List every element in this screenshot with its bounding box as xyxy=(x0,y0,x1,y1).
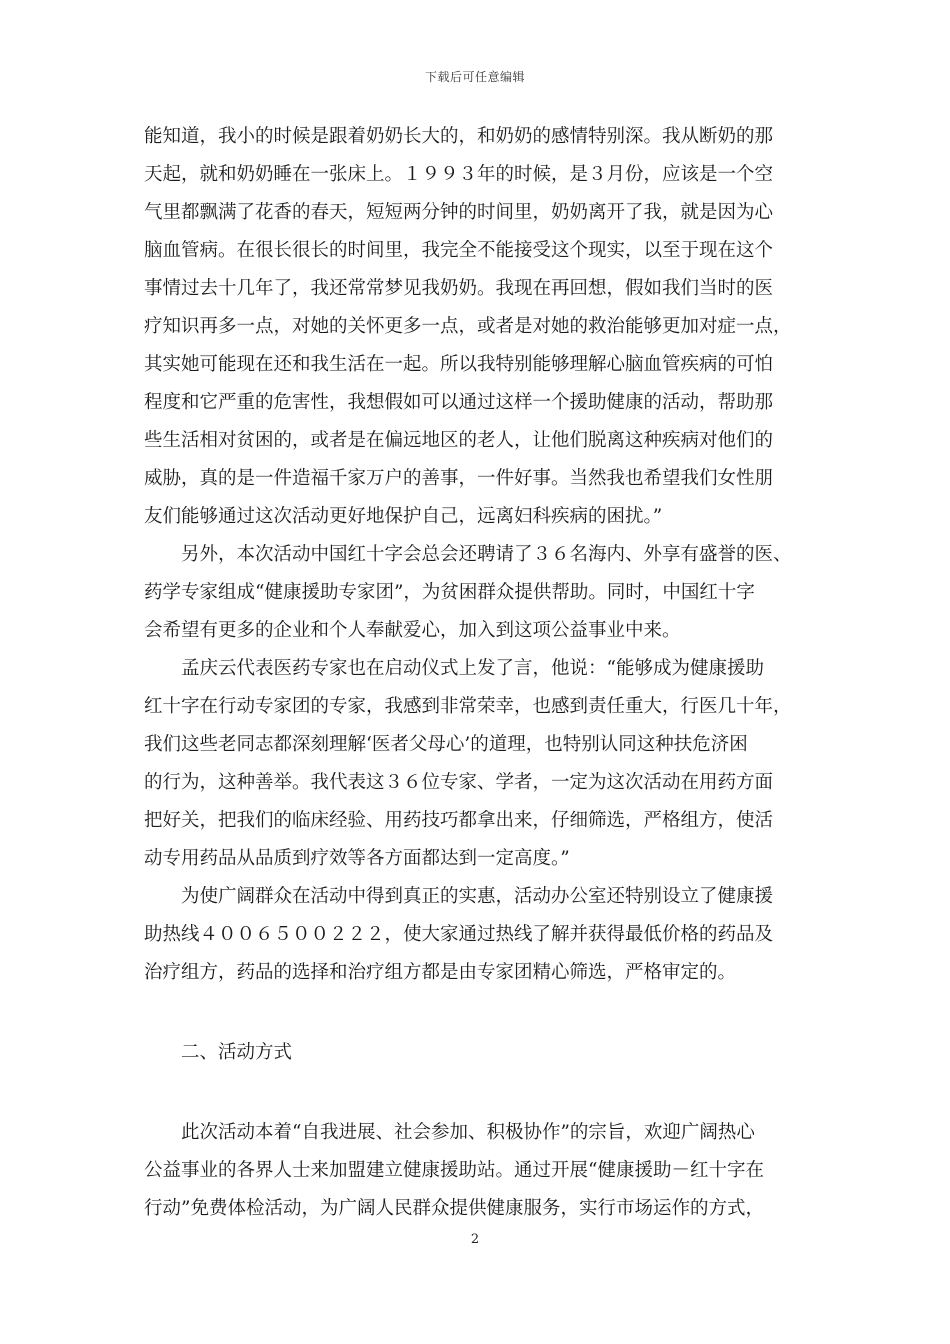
spacer xyxy=(144,992,808,1034)
paragraph xyxy=(144,878,808,992)
section-heading xyxy=(144,1034,808,1072)
paragraph xyxy=(144,650,808,878)
page-header: 下载后可任意编辑 xyxy=(424,70,525,84)
text-line: 脑血管病。在很长很长的时间里，我完全不能接受这个现实，以至于现在这个 xyxy=(144,240,774,261)
text-line: 公益事业的各界人士来加盟建立健康援助站。通过开展“健康援助－红十字在 xyxy=(144,1160,764,1181)
text-line: 能知道，我小的时候是跟着奶奶长大的，和奶奶的感情特别深。我从断奶的那 xyxy=(144,126,774,147)
document-body xyxy=(144,118,808,1228)
text-line: 助热线４００６５００２２２，使大家通过热线了解并获得最低价格的药品及 xyxy=(144,924,774,945)
text-line: 为使广阔群众在活动中得到真正的实惠，活动办公室还特别设立了健康援 xyxy=(181,886,774,907)
text-line: 气里都飘满了花香的春天，短短两分钟的时间里，奶奶离开了我，就是因为心 xyxy=(144,202,774,223)
text-line: 药学专家组成“健康援助专家团”，为贫困群众提供帮助。同时，中国红十字 xyxy=(144,582,755,603)
text-line: 友们能够通过这次活动更好地保护自己，远离妇科疾病的困扰。” xyxy=(144,506,663,527)
paragraph xyxy=(144,1114,808,1228)
paragraph xyxy=(144,536,808,650)
text-line: 孟庆云代表医药专家也在启动仪式上发了言，他说：“能够成为健康援助 xyxy=(181,658,764,679)
text-line: 把好关，把我们的临床经验、用药技巧都拿出来，仔细筛选，严格组方，使活 xyxy=(144,810,774,831)
text-line: 的行为，这种善举。我代表这３６位专家、学者，一定为这次活动在用药方面 xyxy=(144,772,774,793)
text-line: 会希望有更多的企业和个人奉献爱心，加入到这项公益事业中来。 xyxy=(144,620,681,641)
heading-text: 二、活动方式 xyxy=(181,1042,293,1063)
text-line: 行动”免费体检活动，为广阔人民群众提供健康服务，实行市场运作的方式， xyxy=(144,1198,764,1219)
text-line: 动专用药品从品质到疗效等各方面都达到一定高度。” xyxy=(144,848,570,869)
text-line: 另外，本次活动中国红十字会总会还聘请了３６名海内、外享有盛誉的医、 xyxy=(181,544,792,565)
paragraph xyxy=(144,118,808,536)
text-line: 疗知识再多一点，对她的关怀更多一点，或者是对她的救治能够更加对症一点， xyxy=(144,316,792,337)
text-line: 红十字在行动专家团的专家，我感到非常荣幸，也感到责任重大，行医几十年， xyxy=(144,696,792,717)
text-line: 天起，就和奶奶睡在一张床上。１９９３年的时候，是３月份，应该是一个空 xyxy=(144,164,774,185)
text-line: 其实她可能现在还和我生活在一起。所以我特别能够理解心脑血管疾病的可怕 xyxy=(144,354,774,375)
text-line: 事情过去十几年了，我还常常梦见我奶奶。我现在再回想，假如我们当时的医 xyxy=(144,278,774,299)
text-line: 我们这些老同志都深刻理解‘医者父母心’的道理，也特别认同这种扶危济困 xyxy=(144,734,748,755)
spacer xyxy=(144,1072,808,1114)
text-line: 程度和它严重的危害性，我想假如可以通过这样一个援助健康的活动，帮助那 xyxy=(144,392,774,413)
text-line: 此次活动本着“自我进展、社会参加、积极协作”的宗旨，欢迎广阔热心 xyxy=(181,1122,755,1143)
text-line: 些生活相对贫困的，或者是在偏远地区的老人，让他们脱离这种疾病对他们的 xyxy=(144,430,774,451)
text-line: 威胁，真的是一件造福千家万户的善事，一件好事。当然我也希望我们女性朋 xyxy=(144,468,774,489)
text-line: 治疗组方，药品的选择和治疗组方都是由专家团精心筛选，严格审定的。 xyxy=(144,962,737,983)
page-number: 2 xyxy=(470,1232,480,1247)
